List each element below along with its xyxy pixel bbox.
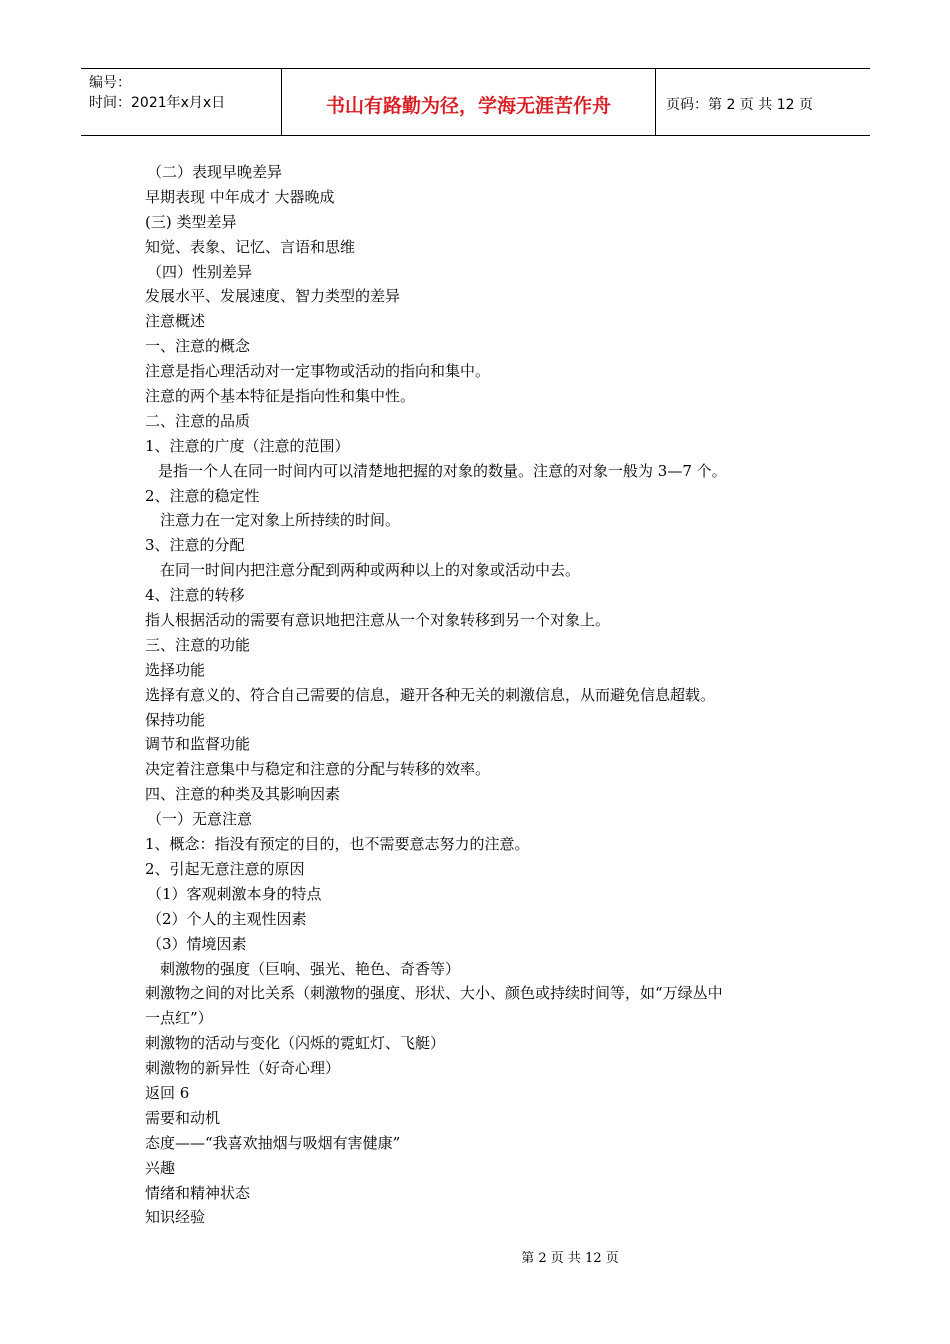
text-line: 是指一个人在同一时间内可以清楚地把握的对象的数量。注意的对象一般为 3—7 个。 — [158, 461, 727, 480]
text-line: 选择功能 — [145, 660, 206, 679]
text-line: 注意是指心理活动对一定事物或活动的指向和集中。 — [145, 362, 491, 381]
text-line: 一、注意的概念 — [145, 337, 251, 356]
text-line: 需要和动机 — [145, 1108, 221, 1127]
text-line: 早期表现 中年成才 大器晚成 — [145, 187, 335, 206]
text-line: 2、注意的稳定性 — [145, 486, 260, 505]
text-line: 保持功能 — [145, 710, 206, 729]
text-line: （2）个人的主观性因素 — [147, 909, 307, 928]
text-line: 刺激物的强度（巨响、强光、艳色、奇香等） — [160, 959, 461, 978]
text-line: 发展水平、发展速度、智力类型的差异 — [145, 287, 401, 306]
text-line: 知识经验 — [145, 1208, 206, 1227]
text-line: 一点红”） — [145, 1009, 213, 1028]
text-line: 知觉、表象、记忆、言语和思维 — [145, 237, 356, 256]
text-line: 1、注意的广度（注意的范围） — [145, 436, 350, 455]
header-meta-cell — [81, 69, 282, 135]
text-line: (三) 类型差异 — [145, 212, 237, 231]
text-line: 刺激物之间的对比关系（刺激物的强度、形状、大小、颜色或持续时间等，如“万绿丛中 — [145, 984, 723, 1003]
document-time-label: 时间：2021年x月x日 — [89, 95, 226, 111]
text-line: 注意的两个基本特征是指向性和集中性。 — [145, 387, 416, 406]
header-motto: 书山有路勤为径，学海无涯苦作舟 — [282, 69, 656, 135]
text-line: （一）无意注意 — [147, 810, 253, 829]
document-number-label: 编号： — [89, 75, 131, 91]
document-body — [145, 160, 825, 1230]
text-line: 情绪和精神状态 — [145, 1183, 251, 1202]
text-line: 决定着注意集中与稳定和注意的分配与转移的效率。 — [145, 760, 491, 779]
header-page-number: 页码：第 2 页 共 12 页 — [666, 97, 813, 113]
text-line: 三、注意的功能 — [145, 635, 251, 654]
text-line: 刺激物的新异性（好奇心理） — [145, 1059, 341, 1078]
text-line: 四、注意的种类及其影响因素 — [145, 785, 341, 804]
text-line: 选择有意义的、符合自己需要的信息，避开各种无关的刺激信息，从而避免信息超载。 — [145, 685, 716, 704]
text-line: 注意概述 — [145, 312, 206, 331]
text-line: 4、注意的转移 — [145, 586, 245, 605]
text-line: （四）性别差异 — [147, 262, 253, 281]
text-line: 兴趣 — [145, 1158, 176, 1177]
document-header — [81, 68, 870, 136]
text-line: 指人根据活动的需要有意识地把注意从一个对象转移到另一个对象上。 — [145, 611, 611, 630]
text-line: 态度——“我喜欢抽烟与吸烟有害健康” — [145, 1133, 401, 1152]
text-line: 返回 6 — [145, 1083, 190, 1102]
text-line: （二）表现早晚差异 — [147, 163, 283, 181]
text-line: 在同一时间内把注意分配到两种或两种以上的对象或活动中去。 — [160, 561, 581, 580]
text-line: 2、引起无意注意的原因 — [145, 859, 305, 878]
text-line: 3、注意的分配 — [145, 536, 245, 555]
text-line: （1）客观刺激本身的特点 — [147, 884, 322, 903]
text-line: 二、注意的品质 — [145, 411, 251, 430]
page-footer: 第 2 页 共 12 页 — [521, 1251, 619, 1266]
text-line: 1、概念：指没有预定的目的，也不需要意志努力的注意。 — [145, 835, 530, 854]
text-line: 刺激物的活动与变化（闪烁的霓虹灯、飞艇） — [145, 1034, 446, 1053]
text-line: 调节和监督功能 — [145, 735, 251, 754]
text-line: 注意力在一定对象上所持续的时间。 — [160, 511, 401, 530]
text-line: （3）情境因素 — [147, 934, 247, 953]
